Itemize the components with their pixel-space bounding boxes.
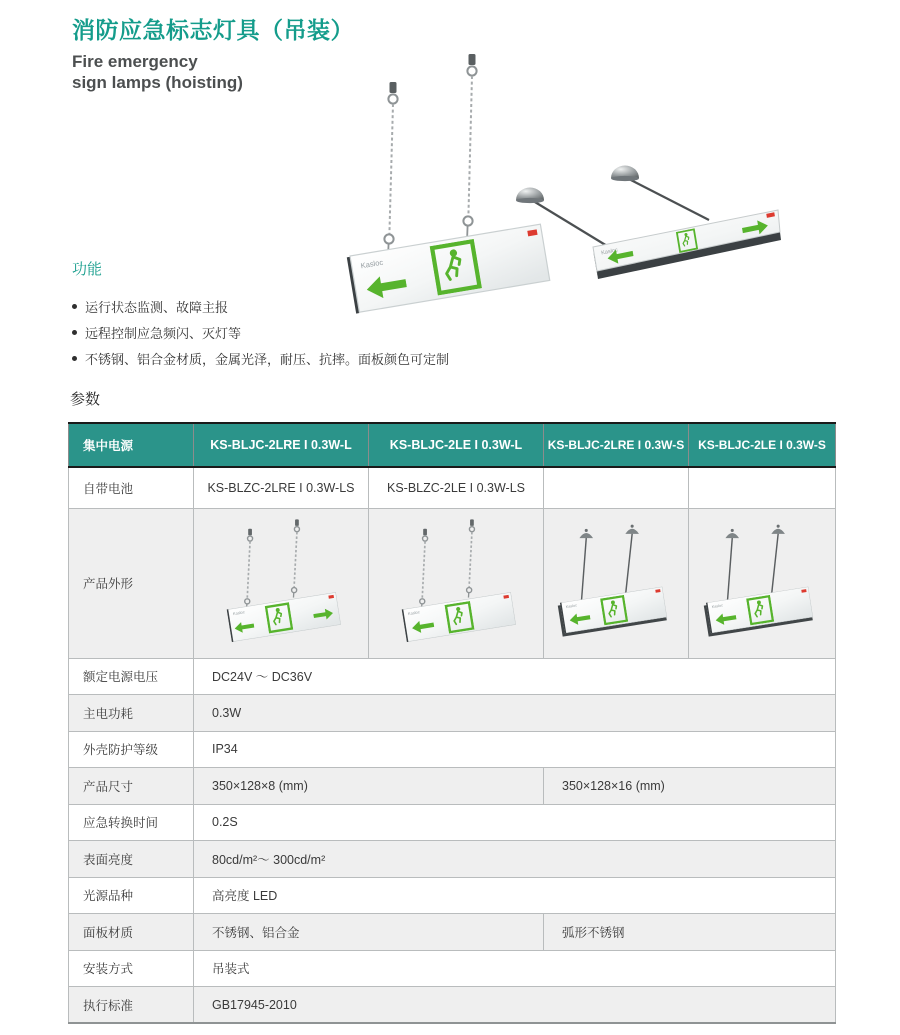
table-row xyxy=(69,768,836,805)
table-row xyxy=(69,804,836,841)
spec-label: 额定电源电压 xyxy=(69,658,194,695)
spec-label: 产品外形 xyxy=(69,508,194,658)
bullet-icon xyxy=(72,356,77,361)
spec-label: 外壳防护等级 xyxy=(69,731,194,768)
table-header-row xyxy=(69,423,836,467)
feature-item xyxy=(72,347,492,373)
spec-label: 表面亮度 xyxy=(69,841,194,878)
spec-table xyxy=(68,422,836,1024)
model-cell: KS-BLJC-2LE I 0.3W-S xyxy=(689,423,836,467)
bullet-icon xyxy=(72,304,77,309)
feature-text: 运行状态监测、故障主报 xyxy=(85,300,229,315)
spec-value: GB17945-2010 xyxy=(194,987,836,1024)
shape-image-cell xyxy=(544,508,689,658)
feature-text: 不锈钢、铝合金材质，金属光泽，耐压、抗摔。面板颜色可定制 xyxy=(85,352,450,367)
feature-item xyxy=(72,295,492,321)
spec-label: 执行标准 xyxy=(69,987,194,1024)
table-row xyxy=(69,508,836,658)
page-title-en xyxy=(72,51,354,93)
spec-value: 不锈钢、铝合金 xyxy=(194,914,544,951)
params-heading: 参数 xyxy=(70,391,101,408)
model-cell: KS-BLJC-2LE I 0.3W-L xyxy=(369,423,544,467)
spec-label: 主电功耗 xyxy=(69,695,194,732)
table-row xyxy=(69,914,836,951)
table-row xyxy=(69,950,836,987)
shape-image-cell xyxy=(194,508,369,658)
shape-image-cell xyxy=(689,508,836,658)
table-row xyxy=(69,731,836,768)
model-cell: KS-BLZC-2LE I 0.3W-LS xyxy=(369,467,544,508)
params-section xyxy=(68,388,835,1024)
table-row xyxy=(69,695,836,732)
model-cell xyxy=(544,467,689,508)
spec-value: 弧形不锈钢 xyxy=(544,914,836,951)
table-row xyxy=(69,658,836,695)
page-title-en-line2: sign lamps (hoisting) xyxy=(72,73,243,92)
header-label: 集中电源 xyxy=(69,423,194,467)
feature-text: 远程控制应急频闪、灭灯等 xyxy=(85,326,242,341)
features-list xyxy=(72,295,492,373)
model-cell: KS-BLZC-2LRE I 0.3W-LS xyxy=(194,467,369,508)
hero-rod-lamp xyxy=(516,166,781,280)
product-shape-image-2 xyxy=(381,514,531,654)
page-title-zh: 消防应急标志灯具（吊装） xyxy=(72,17,354,43)
spec-value: DC24V ～ DC36V xyxy=(194,658,836,695)
product-shape-image-3 xyxy=(548,514,684,654)
table-row xyxy=(69,987,836,1024)
model-cell: KS-BLJC-2LRE I 0.3W-S xyxy=(544,423,689,467)
spec-value: 350×128×8 (mm) xyxy=(194,768,544,805)
spec-label: 应急转换时间 xyxy=(69,804,194,841)
spec-value: 吊装式 xyxy=(194,950,836,987)
spec-label: 产品尺寸 xyxy=(69,768,194,805)
spec-value: 高亮度 LED xyxy=(194,877,836,914)
table-row xyxy=(69,877,836,914)
brand-text: Kasloc xyxy=(600,247,619,257)
spec-value: 350×128×16 (mm) xyxy=(544,768,836,805)
shape-image-cell xyxy=(369,508,544,658)
table-row xyxy=(69,841,836,878)
spec-label: 光源品种 xyxy=(69,877,194,914)
feature-item xyxy=(72,321,492,347)
spec-value: IP34 xyxy=(194,731,836,768)
features-heading: 功能 xyxy=(72,261,103,278)
features-section xyxy=(72,258,492,373)
bullet-icon xyxy=(72,330,77,335)
spec-value: 80cd/m²～ 300cd/m² xyxy=(194,841,836,878)
brand-text: Kasloc xyxy=(360,257,384,271)
model-cell: KS-BLJC-2LRE I 0.3W-L xyxy=(194,423,369,467)
spec-label: 自带电池 xyxy=(69,467,194,508)
page-title-en-line1: Fire emergency xyxy=(72,52,198,71)
product-shape-image-1 xyxy=(206,514,356,654)
model-cell xyxy=(689,467,836,508)
table-row xyxy=(69,467,836,508)
spec-label: 安装方式 xyxy=(69,950,194,987)
spec-label: 面板材质 xyxy=(69,914,194,951)
page-header xyxy=(72,12,354,93)
spec-value: 0.2S xyxy=(194,804,836,841)
product-shape-image-4 xyxy=(694,514,830,654)
spec-value: 0.3W xyxy=(194,695,836,732)
